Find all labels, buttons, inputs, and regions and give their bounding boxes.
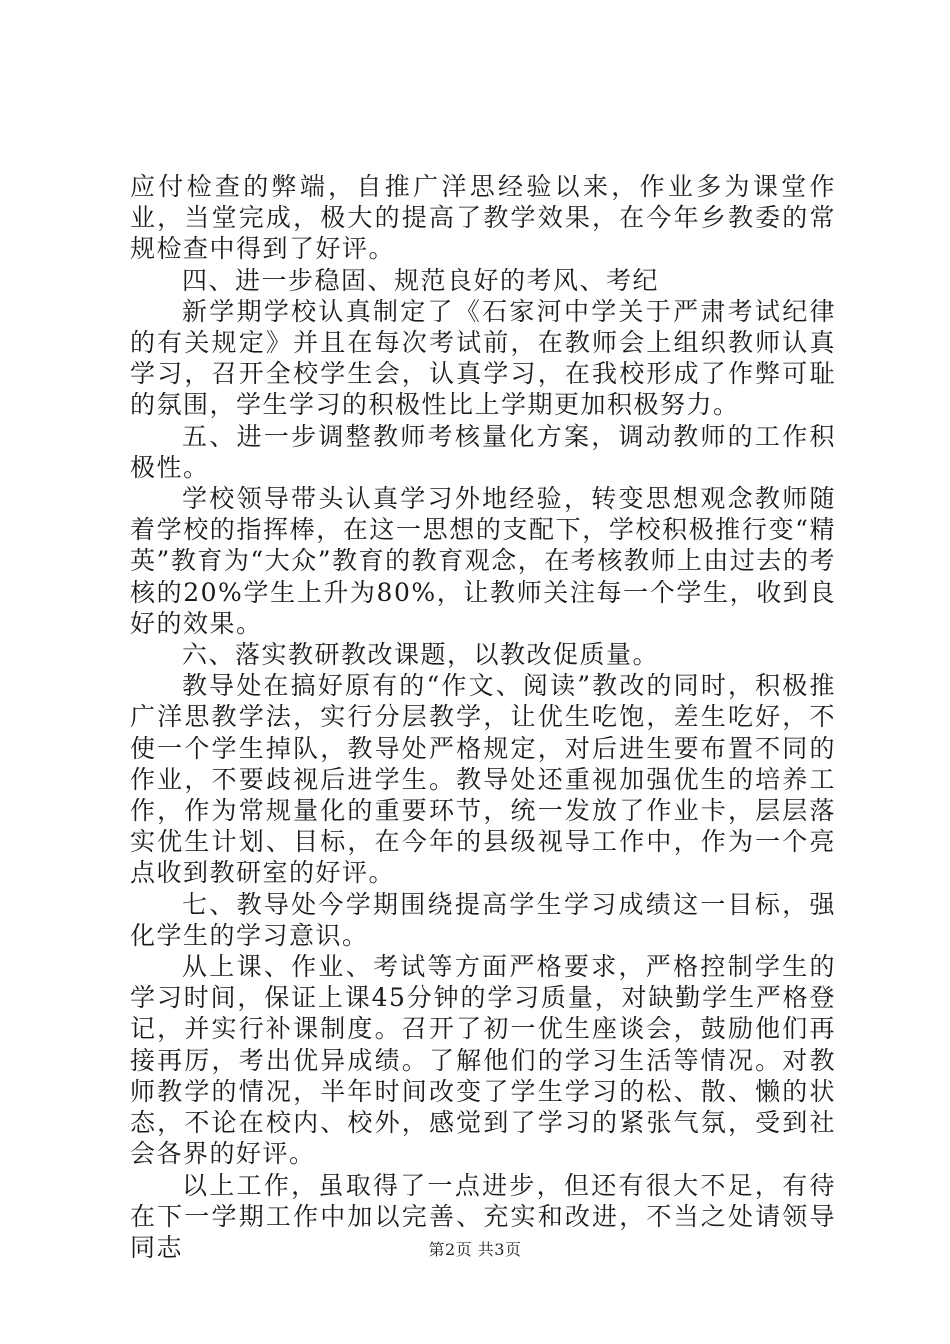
paragraph-continued: 应付检查的弊端，自推广洋思经验以来，作业多为课堂作业，当堂完成，极大的提高了教学效果，在今年乡教委的常规检查中得到了好评。 bbox=[130, 172, 836, 264]
paragraph-closing: 以上工作，虽取得了一点进步，但还有很大不足，有待在下一学期工作中加以完善、充实和改进，不当之处请领导同志 bbox=[130, 1170, 836, 1262]
paragraph: 教导处在搞好原有的“作文、阅读”教改的同时，积极推广洋思教学法，实行分层教学，让优生吃饱，差生吃好，不使一个学生掉队，教导处严格规定，对后进生要布置不同的作业，不要歧视后进学生。教导处还重视加强优生的培养工作，作为常规量化的重要环节，统一发放了作业卡，层层落实优生计划、目标，在今年的县级视导工作中，作为一个亮点收到教研室的好评。 bbox=[130, 671, 836, 888]
paragraph: 新学期学校认真制定了《石家河中学关于严肃考试纪律的有关规定》并且在每次考试前，在教师会上组织教师认真学习，召开全校学生会，认真学习，在我校形成了作弊可耻的氛围，学生学习的积极性比上学期更加积极努力。 bbox=[130, 296, 836, 420]
section-heading-4: 四、进一步稳固、规范良好的考风、考纪 bbox=[182, 265, 660, 295]
paragraph: 从上课、作业、考试等方面严格要求，严格控制学生的学习时间，保证上课45分钟的学习质量，对缺勤学生严格登记，并实行补课制度。召开了初一优生座谈会，鼓励他们再接再厉，考出优异成绩。了解他们的学习生活等情况。对教师教学的情况，半年时间改变了学生学习的松、散、懒的状态，不论在校内、校外，感觉到了学习的紧张气氛，受到社会各界的好评。 bbox=[130, 952, 836, 1169]
section-heading-6: 六、落实教研教改课题，以教改促质量。 bbox=[182, 640, 660, 670]
page-number: 第2页 共3页 bbox=[428, 1240, 522, 1259]
section-heading-7: 七、教导处今学期围绕提高学生学习成绩这一目标，强化学生的学习意识。 bbox=[130, 889, 836, 950]
document-body bbox=[130, 171, 836, 1263]
paragraph: 学校领导带头认真学习外地经验，转变思想观念教师随着学校的指挥棒，在这一思想的支配下，学校积极推行变“精英”教育为“大众”教育的教育观念，在考核教师上由过去的考核的20%学生上升为80%，让教师关注每一个学生，收到良好的效果。 bbox=[130, 484, 836, 638]
section-heading-5: 五、进一步调整教师考核量化方案，调动教师的工作积极性。 bbox=[130, 421, 836, 482]
